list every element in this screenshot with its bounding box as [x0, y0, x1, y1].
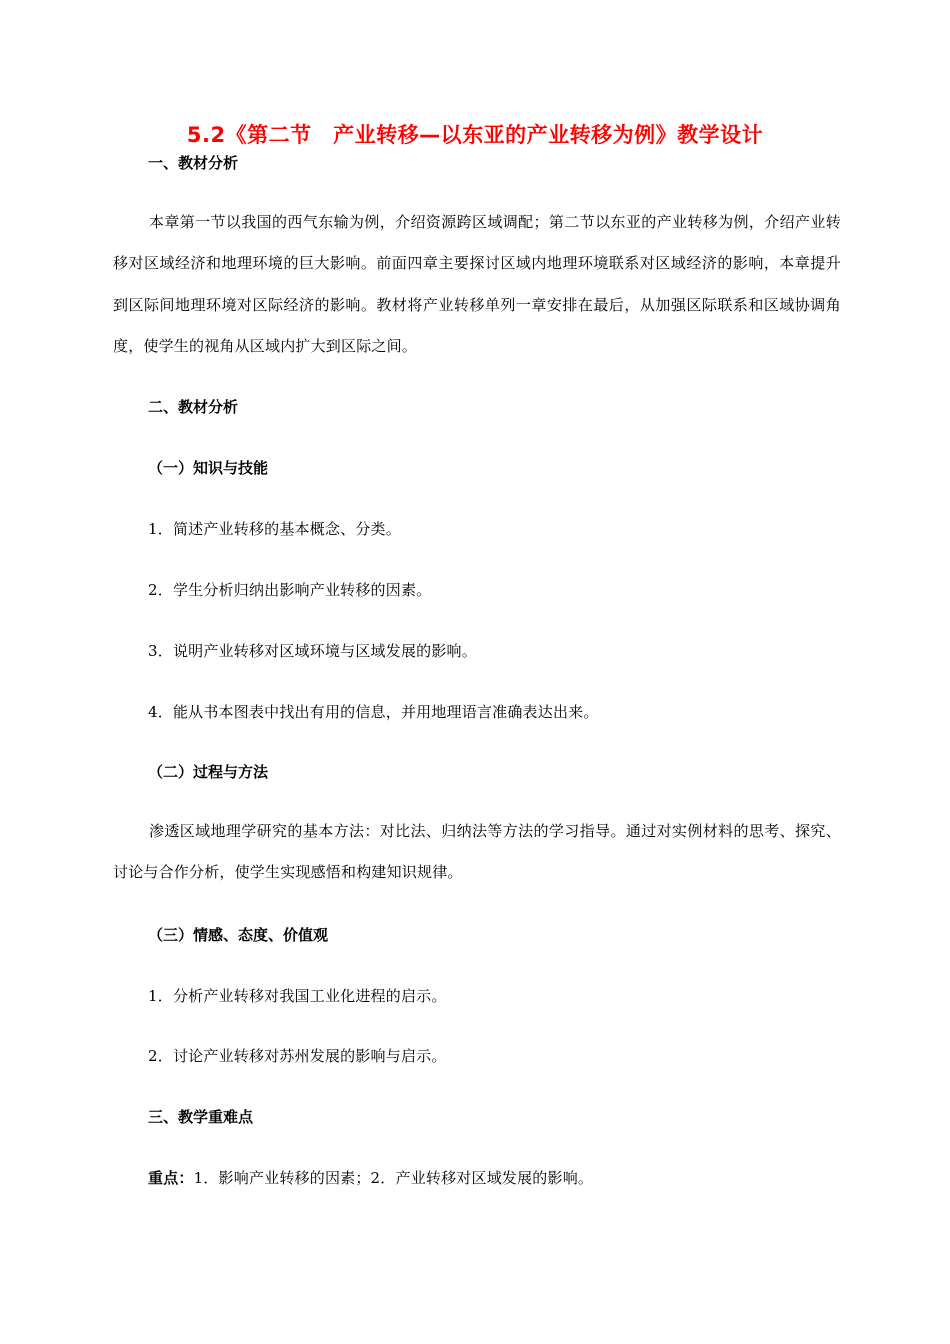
document-title: 5.2《第二节 产业转移—以东亚的产业转移为例》教学设计: [186, 123, 764, 147]
section-paragraph-textbook-analysis: 本章第一节以我国的西气东输为例，介绍资源跨区域调配；第二节以东亚的产业转移为例，介绍产业转移对区域经济和地理环境的巨大影响。前面四章主要探讨区域内地理环境联系对区域经济的影响，本章提升到区际间地理环境对区际经济的影响。教材将产业转移单列一章安排在最后，从加强区际联系和区域协调角度，使学生的视角从区域内扩大到区际之间。: [113, 213, 841, 355]
subsection-heading-knowledge-skills: （一）知识与技能: [148, 459, 269, 477]
section-heading-objectives: 二、教材分析: [148, 398, 239, 416]
list-item: 2．学生分析归纳出影响产业转移的因素。: [148, 581, 432, 599]
section-heading-key-difficult-points: 三、教学重难点: [148, 1108, 254, 1126]
list-item: 3．说明产业转移对区域环境与区域发展的影响。: [148, 642, 477, 660]
list-item: 2．讨论产业转移对苏州发展的影响与启示。: [148, 1047, 447, 1065]
list-item: 4．能从书本图表中找出有用的信息，并用地理语言准确表达出来。: [148, 703, 599, 721]
key-points-label: 重点：: [148, 1169, 194, 1187]
subsection-heading-values: （三）情感、态度、价值观: [148, 926, 329, 944]
key-points-text: 1．影响产业转移的因素；2．产业转移对区域发展的影响。: [193, 1169, 594, 1187]
key-points-line: [148, 1167, 593, 1189]
subsection-heading-process-methods: （二）过程与方法: [148, 763, 269, 781]
subsection-paragraph-process-methods: 渗透区域地理学研究的基本方法：对比法、归纳法等方法的学习指导。通过对实例材料的思考、探究、讨论与合作分析，使学生实现感悟和构建知识规律。: [113, 822, 841, 882]
section-heading-textbook-analysis: 一、教材分析: [148, 154, 239, 172]
list-item: 1．分析产业转移对我国工业化进程的启示。: [148, 987, 447, 1005]
list-item: 1．简述产业转移的基本概念、分类。: [148, 520, 401, 538]
